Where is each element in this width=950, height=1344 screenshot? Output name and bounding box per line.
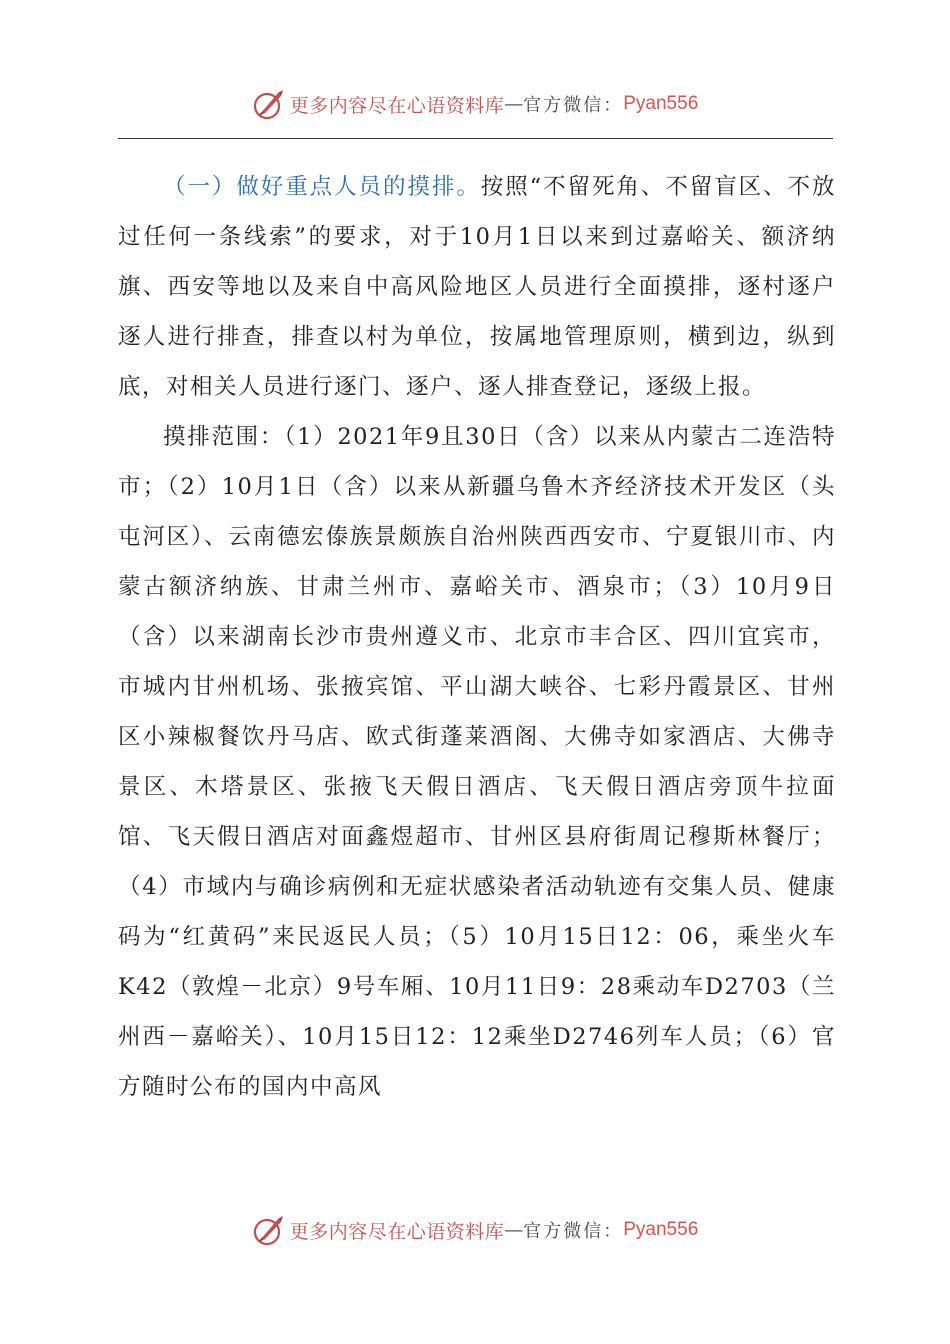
- paragraph-text: 按照“不留死角、不留盲区、不放过任何一条线索”的要求，对于10月1日以来到过嘉峪关、额济纳旗、西安等地以及来自中高风险地区人员进行全面摸排，逐村逐户逐人进行排查，排查以村为单位，按属地管理原则，横到边，纵到底，对相关人员进行逐门、逐户、逐人排查登记，逐级上报。: [118, 174, 836, 400]
- header-divider: [118, 138, 833, 139]
- wechat-id: Pyan556: [623, 1219, 699, 1240]
- site-name: 更多内容尽在心语资料库: [289, 94, 505, 117]
- document-body: [118, 162, 836, 1112]
- site-name: 更多内容尽在心语资料库: [289, 1220, 505, 1243]
- header-banner: [0, 84, 950, 124]
- paragraph-key-personnel: [118, 162, 836, 412]
- wechat-id: Pyan556: [623, 93, 699, 114]
- footer-banner: [0, 1210, 950, 1250]
- wechat-label: 官方微信：: [523, 1221, 624, 1242]
- quill-pen-logo-icon: [252, 87, 286, 121]
- banner-separator: —: [504, 1219, 524, 1241]
- paragraph-text: 摸排范围：（1）2021年9且30日（含）以来从内蒙古二连浩特市；（2）10月1日（含）以来从新疆乌鲁木齐经济技术开发区（头屯河区）、云南德宏傣族景颇族自治州陕西西安市、宁夏银川市、内蒙古额济纳族、甘肃兰州市、嘉峪关市、酒泉市；（3）10月9日（含）以来湖南长沙市贵州遵义市、北京市丰合区、四川宜宾市，市城内甘州机场、张掖宾馆、平山湖大峡谷、七彩丹霞景区、甘州区小辣椒餐饮丹马店、欧式街蓬莱酒阁、大佛寺如家酒店、大佛寺景区、木塔景区、张掖飞天假日酒店、飞天假日酒店旁顶牛拉面馆、飞天假日酒店对面鑫煜超市、甘州区县府街周记穆斯林餐厅；（4）市域内与确诊病例和无症状感染者活动轨迹有交集人员、健康码为“红黄码”来民返民人员；（5）10月15日12：06，乘坐火车K42（敦煌－北京）9号车厢、10月11日9：28乘动车D2703（兰州西－嘉峪关）、10月15日12：12乘坐D2746列车人员；（6）官方随时公布的国内中高风: [118, 424, 836, 1100]
- wechat-label: 官方微信：: [523, 95, 624, 116]
- quill-pen-logo-icon: [252, 1213, 286, 1247]
- section-heading: （一）做好重点人员的摸排。: [163, 174, 481, 200]
- paragraph-screening-scope: [118, 412, 836, 1112]
- banner-separator: —: [504, 93, 524, 115]
